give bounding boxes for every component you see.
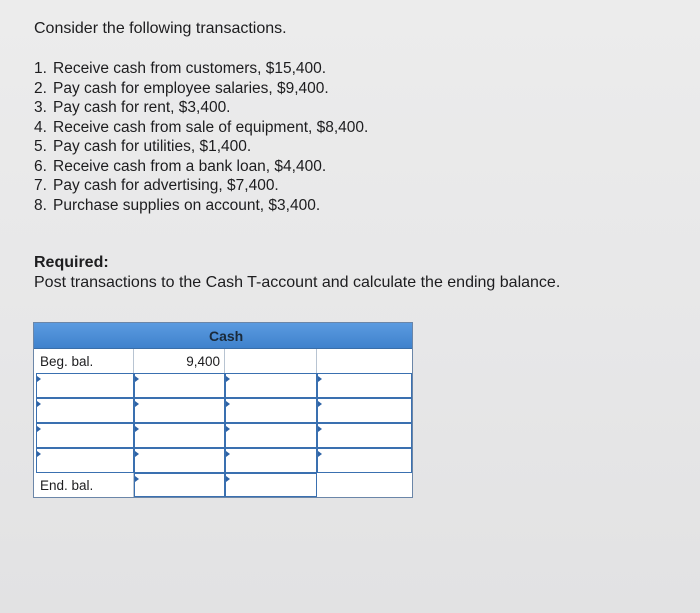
dropdown-marker-icon [135, 451, 139, 457]
item-text: Pay cash for employee salaries, $9,400. [53, 79, 329, 97]
beginning-balance-credit-value [317, 349, 412, 373]
item-number: 7. [34, 177, 47, 194]
ending-balance-label: End. bal. [34, 473, 134, 497]
dropdown-marker-icon [226, 451, 230, 457]
dropdown-marker-icon [226, 401, 230, 407]
item-text: Receive cash from customers, $15,400. [53, 60, 327, 77]
item-text: Pay cash for rent, $3,400. [53, 99, 231, 116]
credit-label-input[interactable] [225, 373, 317, 398]
list-item [34, 79, 368, 99]
debit-label-input[interactable] [36, 448, 134, 473]
entry-row [34, 448, 412, 473]
dropdown-marker-icon [226, 376, 230, 382]
dropdown-marker-icon [226, 476, 230, 482]
t-account-title: Cash [209, 328, 244, 344]
item-number: 5. [34, 138, 47, 155]
cash-t-account [33, 322, 413, 498]
debit-label-input[interactable] [36, 373, 134, 398]
beginning-balance-label: Beg. bal. [34, 349, 134, 373]
entry-row [34, 373, 412, 398]
credit-amount-input[interactable] [317, 398, 412, 423]
item-text: Receive cash from a bank loan, $4,400. [53, 157, 327, 175]
list-item [34, 176, 368, 196]
ending-balance-input[interactable] [134, 473, 225, 497]
debit-amount-input[interactable] [134, 423, 225, 448]
dropdown-marker-icon [37, 376, 41, 382]
dropdown-marker-icon [318, 401, 322, 407]
dropdown-marker-icon [37, 401, 41, 407]
entry-row [34, 398, 412, 423]
dropdown-marker-icon [318, 451, 322, 457]
dropdown-marker-icon [37, 451, 41, 457]
item-number: 2. [34, 79, 47, 97]
ending-balance-row [34, 473, 412, 497]
item-number: 8. [34, 196, 47, 214]
list-item [34, 118, 368, 138]
list-item [34, 59, 368, 79]
credit-label-input[interactable] [225, 398, 317, 423]
credit-amount-input[interactable] [317, 373, 412, 398]
item-text: Receive cash from sale of equipment, $8,400. [53, 118, 369, 136]
dropdown-marker-icon [135, 401, 139, 407]
dropdown-marker-icon [318, 376, 322, 382]
credit-label-input[interactable] [225, 423, 317, 448]
transaction-list [34, 59, 368, 215]
item-text: Pay cash for advertising, $7,400. [53, 177, 279, 194]
debit-amount-input[interactable] [134, 448, 225, 473]
dropdown-marker-icon [318, 426, 322, 432]
debit-label-input[interactable] [36, 398, 134, 423]
t-account-header [34, 323, 412, 349]
beginning-balance-credit-label [225, 349, 317, 373]
item-number: 4. [34, 118, 47, 136]
list-item [34, 98, 368, 118]
beginning-balance-debit: 9,400 [134, 349, 225, 373]
item-number: 1. [34, 60, 47, 77]
required-instructions: Post transactions to the Cash T-account and calculate the ending balance. [34, 274, 561, 291]
credit-label-input[interactable] [225, 448, 317, 473]
dropdown-marker-icon [226, 426, 230, 432]
item-number: 3. [34, 99, 47, 116]
item-number: 6. [34, 157, 47, 175]
dropdown-marker-icon [135, 476, 139, 482]
dropdown-marker-icon [37, 426, 41, 432]
debit-label-input[interactable] [36, 423, 134, 448]
item-text: Pay cash for utilities, $1,400. [53, 138, 252, 155]
beginning-balance-row [34, 349, 412, 373]
debit-amount-input[interactable] [134, 398, 225, 423]
item-text: Purchase supplies on account, $3,400. [53, 196, 321, 214]
intro-text: Consider the following transactions. [34, 20, 287, 37]
ending-balance-blank [317, 473, 412, 497]
dropdown-marker-icon [135, 426, 139, 432]
credit-amount-input[interactable] [317, 448, 412, 473]
list-item [34, 196, 368, 216]
credit-amount-input[interactable] [317, 423, 412, 448]
list-item [34, 157, 368, 177]
entry-row [34, 423, 412, 448]
list-item [34, 137, 368, 157]
ending-balance-credit-input[interactable] [225, 473, 317, 497]
dropdown-marker-icon [135, 376, 139, 382]
debit-amount-input[interactable] [134, 373, 225, 398]
required-heading: Required: [34, 254, 109, 271]
